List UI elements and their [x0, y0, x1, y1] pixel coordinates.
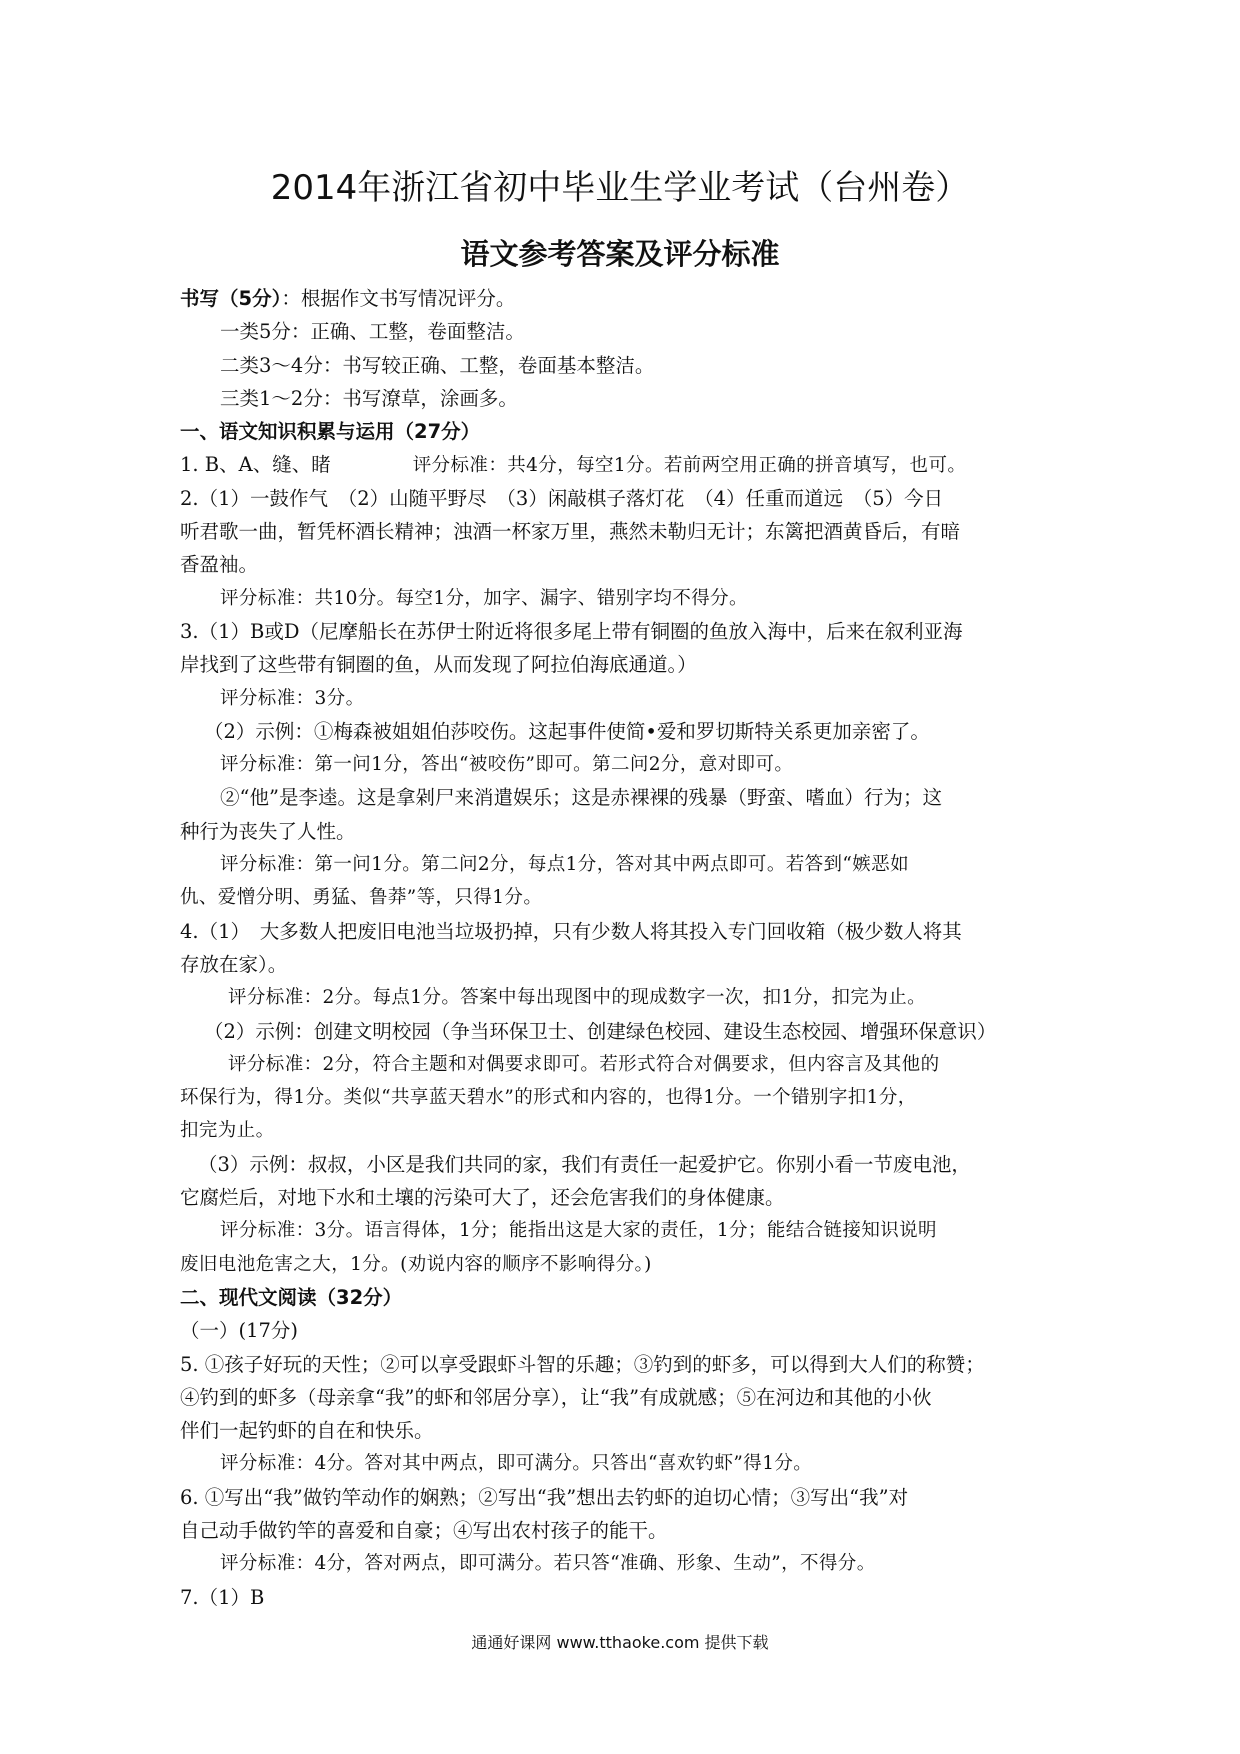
q4-standard-2-line-1: 评分标准：2分，符合主题和对偶要求即可。若形式符合对偶要求，但内容言及其他的 [228, 1053, 940, 1075]
q4-part3-line-2: 它腐烂后，对地下水和土壤的污染可大了，还会危害我们的身体健康。 [180, 1186, 785, 1210]
q5-standard: 评分标准：4分。答对其中两点，即可满分。只答出“喜欢钓虾”得1分。 [220, 1453, 813, 1475]
q4-standard-2-line-3: 扣完为止。 [180, 1120, 275, 1142]
writing-class2: 二类3～4分：书写较正确、工整，卷面基本整洁。 [220, 353, 655, 377]
q7-line: 7.（1）B [180, 1585, 265, 1609]
q1-answer: 1. B、A、缝、睹 [180, 453, 331, 477]
writing-heading-rest: ：根据作文书写情况评分。 [281, 287, 516, 310]
q1-standard: 评分标准：共4分，每空1分。若前两空用正确的拼音填写，也可。 [412, 455, 967, 477]
page-subtitle: 语文参考答案及评分标准 [460, 237, 780, 271]
part2-heading: 二、现代文阅读（32分） [180, 1285, 403, 1309]
q2-line-3: 香盈袖。 [180, 553, 259, 577]
q4-standard-1: 评分标准：2分。每点1分。答案中每出现图中的现成数字一次，扣1分，扣完为止。 [228, 987, 927, 1009]
q5-line-1: 5. ①孩子好玩的天性；②可以享受跟虾斗智的乐趣；③钓到的虾多，可以得到大人们的称赞； [180, 1352, 985, 1376]
q2-standard: 评分标准：共10分。每空1分，加字、漏字、错别字均不得分。 [220, 587, 748, 609]
q6-standard: 评分标准：4分，答对两点，即可满分。若只答“准确、形象、生动”，不得分。 [220, 1553, 876, 1575]
writing-heading-line [180, 282, 1065, 315]
part1-heading: 一、语文知识积累与运用（27分） [180, 420, 481, 444]
q1-line [180, 448, 1065, 481]
q4-part3-line-1: （3）示例：叔叔，小区是我们共同的家，我们有责任一起爱护它。你别小看一节废电池， [198, 1152, 971, 1176]
q6-line-2: 自己动手做钓竿的喜爱和自豪；④写出农村孩子的能干。 [180, 1518, 668, 1542]
q5-line-3: 伴们一起钓虾的自在和快乐。 [180, 1419, 434, 1443]
writing-heading: 书写（5分） [180, 287, 282, 310]
q4-line-1: 4.（1） 大多数人把废旧电池当垃圾扔掉，只有少数人将其投入专门回收箱（极少数人将其 [180, 919, 962, 943]
q2-line-1: 2.（1）一鼓作气 （2）山随平野尽 （3）闲敲棋子落灯花 （4）任重而道远 （5）今日 [180, 486, 944, 510]
answer-body [180, 282, 1065, 1614]
q4-standard-3-line-1: 评分标准：3分。语言得体，1分；能指出这是大家的责任，1分；能结合链接知识说明 [220, 1220, 937, 1242]
q3-part3-line-2: 种行为丧失了人性。 [180, 819, 356, 843]
q3-part3-line-1: ②“他”是李逵。这是拿剁尸来消遣娱乐；这是赤裸裸的残暴（野蛮、嗜血）行为；这 [220, 786, 942, 810]
q3-standard-2: 评分标准：第一问1分，答出“被咬伤”即可。第二问2分，意对即可。 [220, 754, 794, 776]
writing-class1: 一类5分：正确、工整，卷面整洁。 [220, 320, 525, 344]
q4-standard-2-line-2: 环保行为，得1分。类似“共享蓝天碧水”的形式和内容的，也得1分。一个错别字扣1分， [180, 1087, 917, 1109]
q3-line-2: 岸找到了这些带有铜圈的鱼，从而发现了阿拉伯海底通道。） [180, 653, 697, 677]
q3-standard-3-line-2: 仇、爱憎分明、勇猛、鲁莽”等，只得1分。 [180, 887, 543, 909]
q4-part2: （2）示例：创建文明校园（争当环保卫士、创建绿色校园、建设生态校园、增强环保意识） [204, 1019, 997, 1043]
q3-standard-3-line-1: 评分标准：第一问1分。第二问2分，每点1分，答对其中两点即可。若答到“嫉恶如 [220, 854, 909, 876]
q6-line-1: 6. ①写出“我”做钓竿动作的娴熟；②写出“我”想出去钓虾的迫切心情；③写出“我”对 [180, 1485, 909, 1509]
q3-line-1: 3.（1）B或D（尼摩船长在苏伊士附近将很多尾上带有铜圈的鱼放入海中，后来在叙利亚海 [180, 619, 963, 643]
q3-part2: （2）示例：①梅森被姐姐伯莎咬伤。这起事件使简•爱和罗切斯特关系更加亲密了。 [204, 719, 930, 743]
q4-line-2: 存放在家）。 [180, 952, 288, 976]
page-title: 2014年浙江省初中毕业生学业考试（台州卷） [270, 168, 970, 208]
q2-line-2: 听君歌一曲，暂凭杯酒长精神；浊酒一杯家万里，燕然未勒归无计；东篱把酒黄昏后，有暗 [180, 520, 961, 544]
part2-subsection-1: （一）(17分) [180, 1319, 299, 1343]
q3-standard-1: 评分标准：3分。 [220, 687, 365, 709]
q5-line-2: ④钓到的虾多（母亲拿“我”的虾和邻居分享），让“我”有成就感；⑤在河边和其他的小伙 [180, 1385, 932, 1409]
q4-standard-3-line-2: 废旧电池危害之大，1分。(劝说内容的顺序不影响得分。) [180, 1253, 652, 1275]
page-footer: 通通好课网 www.tthaoke.com 提供下载 [471, 1633, 769, 1652]
writing-class3: 三类1～2分：书写潦草，涂画多。 [220, 386, 518, 410]
